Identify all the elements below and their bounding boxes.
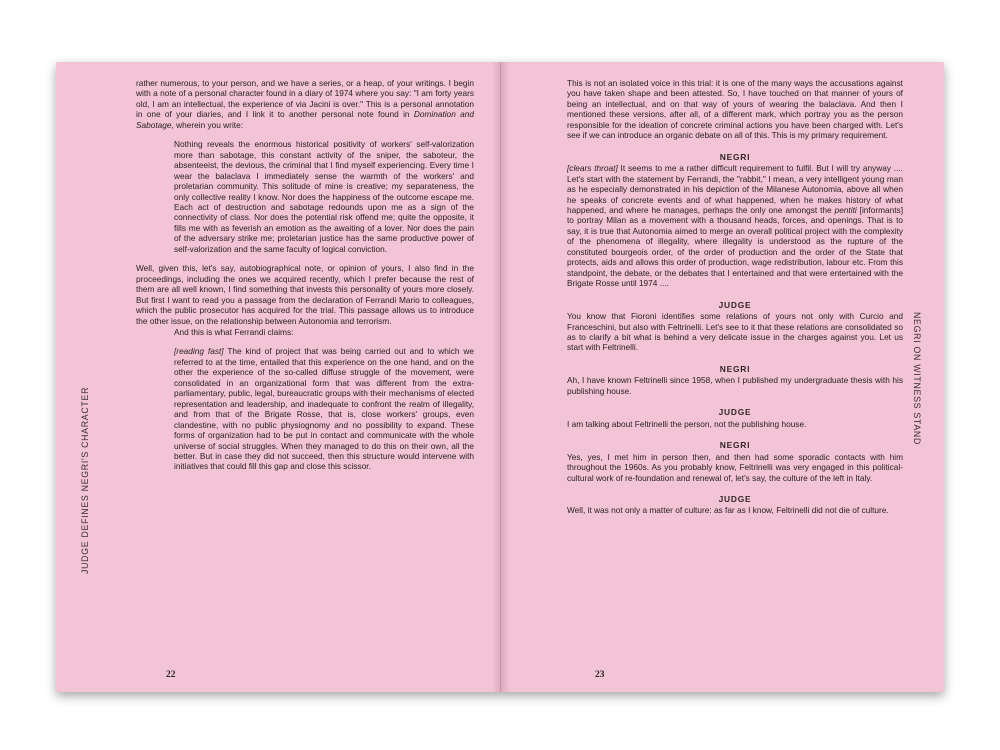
paragraph: You know that Fioroni identifies some relations of yours not only with Curcio and Franceschini, but also with Feltrinelli. Let's see to it that these relations are consolidated so as to clarify a bit what is behind a very delicate issue in the charges against you. Let us start with Feltrinelli. xyxy=(567,311,903,353)
left-page xyxy=(56,62,501,692)
paragraph: Well, it was not only a matter of culture: as far as I know, Feltrinelli did not die of culture. xyxy=(567,505,889,516)
paragraph: Ah, I have known Feltrinelli since 1958, when I published my undergraduate thesis with his publishing house. xyxy=(567,375,903,396)
paragraph: rather numerous, to your person, and we have a series, or a heap, of your writings. I begin with a note of a personal character found in a diary of 1974 where you say: "I am forty years old, I am an intellectual, the experience of via Jacini is over." This is a personal annotation in one of your diaries, and I link it to another personal note found in Domination and Sabotage, wherein you write: xyxy=(136,78,474,130)
speaker-label: NEGRI xyxy=(719,151,751,162)
speaker-label: JUDGE xyxy=(718,493,752,504)
block-quote: [reading fast] The kind of project that was being carried out and to which we referred to at the time, entailed that this experience on the one hand, and on the other the experience of the so-called diffuse struggle of the movement, were consolidated in an organizational form that was different from the extra-parliamentary, public, legal, bureaucratic groups with their mechanisms of elected representation and leadership, and inadequate to confront the realm of illegality, and from that of the Brigate Rosse, that is, close workers' groups, even clandestine, with no public physiognomy and no possibility to expand. These forms of organization had to be put in contact and communicate with the whole universe of social struggles. When they managed to do this on their own, all the better. But in case they did not succeed, then this structure would intervene with initiatives that could fill this gap and close this scissor. xyxy=(174,346,474,472)
paragraph: This is not an isolated voice in this trial: it is one of the many ways the accusations against you have taken shape and been attested. So, I have touched on that manner of yours of being an intellectual, and on that way of yours of wearing the balaclava. And then I mentioned these versions, after all, of a different mark, which portray you as the person responsible for the ideation of concrete criminal actions you have been charged with. Let's see if we can introduce an organic debate on all of this. This is my primary requirement. xyxy=(567,78,903,141)
speaker-label: NEGRI xyxy=(719,440,751,451)
paragraph: I am talking about Feltrinelli the person, not the publishing house. xyxy=(567,418,807,429)
page-number-left: 22 xyxy=(166,670,176,680)
open-book xyxy=(56,62,944,692)
running-head-left: JUDGE DEFINES NEGRI'S CHARACTER xyxy=(80,386,90,574)
paragraph: Well, given this, let's say, autobiographical note, or opinion of yours, I also find in the proceedings, including the ones we acquired recently, which I prefer because the rest of them are all well known, I find something that invests this personality of yours more closely. But first I want to read you a passage from the declaration of Ferrandi Mario to colleagues, which the public prosecutor has acquired for the trial. This passage allows us to introduce the other issue, on the relationship between Autonomia and terrorism. xyxy=(136,263,474,326)
paragraph: Yes, yes, I met him in person then, and then had some sporadic contacts with him throughout the 1960s. As you probably know, Feltrinelli was very engaged in this political-cultural work of re-foundation and renewal of, let's say, the culture of the left in Italy. xyxy=(567,451,903,483)
right-page-text xyxy=(567,78,903,527)
paragraph: And this is what Ferrandi claims: xyxy=(174,326,294,337)
speaker-label: NEGRI xyxy=(719,363,751,374)
speaker-label: JUDGE xyxy=(718,407,752,418)
page-number-right: 23 xyxy=(595,670,605,680)
running-head-right: NEGRI ON WITNESS STAND xyxy=(912,312,922,446)
paragraph: [clears throat] It seems to me a rather difficult requirement to fulfil. But I will try anyway .... Let's start with the statement by Ferrandi, the "rabbit," I mean, a very intelligent young man as he especially demonstrated in his depiction of the Milanese Autonomia, above all when he speaks of concrete events and of what happened, when he makes history of what happened, and where he manages, perhaps the only one amongst the pentiti [informants] to portray Milan as a movement with a thousand heads, forces, and openings. That is to say, it is true that Autonomia aimed to merge an overall political project with the complexity of the phenomena of illegality, where illegality is understood as the rupture of the constituted bourgeois order, of the order of production and the order of the State that protects, aids and allows this order of production, wage redistribution, labour etc. From this standpoint, the debate, or the debates that I entertained and that were entertained with the Brigate Rosse until 1974 .... xyxy=(567,163,904,289)
right-page xyxy=(501,62,944,692)
left-page-text xyxy=(136,78,474,481)
speaker-label: JUDGE xyxy=(718,299,752,310)
block-quote: Nothing reveals the enormous historical positivity of workers' self-valorization more than sabotage, this constant activity of the sniper, the saboteur, the absenteeist, the devious, the criminal that I find myself experiencing. Every time I wear the balaclava I immediately sense the warmth of the workers' and proletarian community. This solitude of mine is creative; my separateness, the only collective reality I know. Nor does the happiness of the outcome escape me. Each act of destruction and sabotage redounds upon me as a sign of the connectivity of class. Nor does the potential risk offend me; quite the opposite, it fills me with as feverish an emotion as the awaiting of a lover. Nor does the pain of the adversary strike me; proletarian justice has the same productive power of self-valorization and the same faculty of logical conviction. xyxy=(174,139,474,254)
